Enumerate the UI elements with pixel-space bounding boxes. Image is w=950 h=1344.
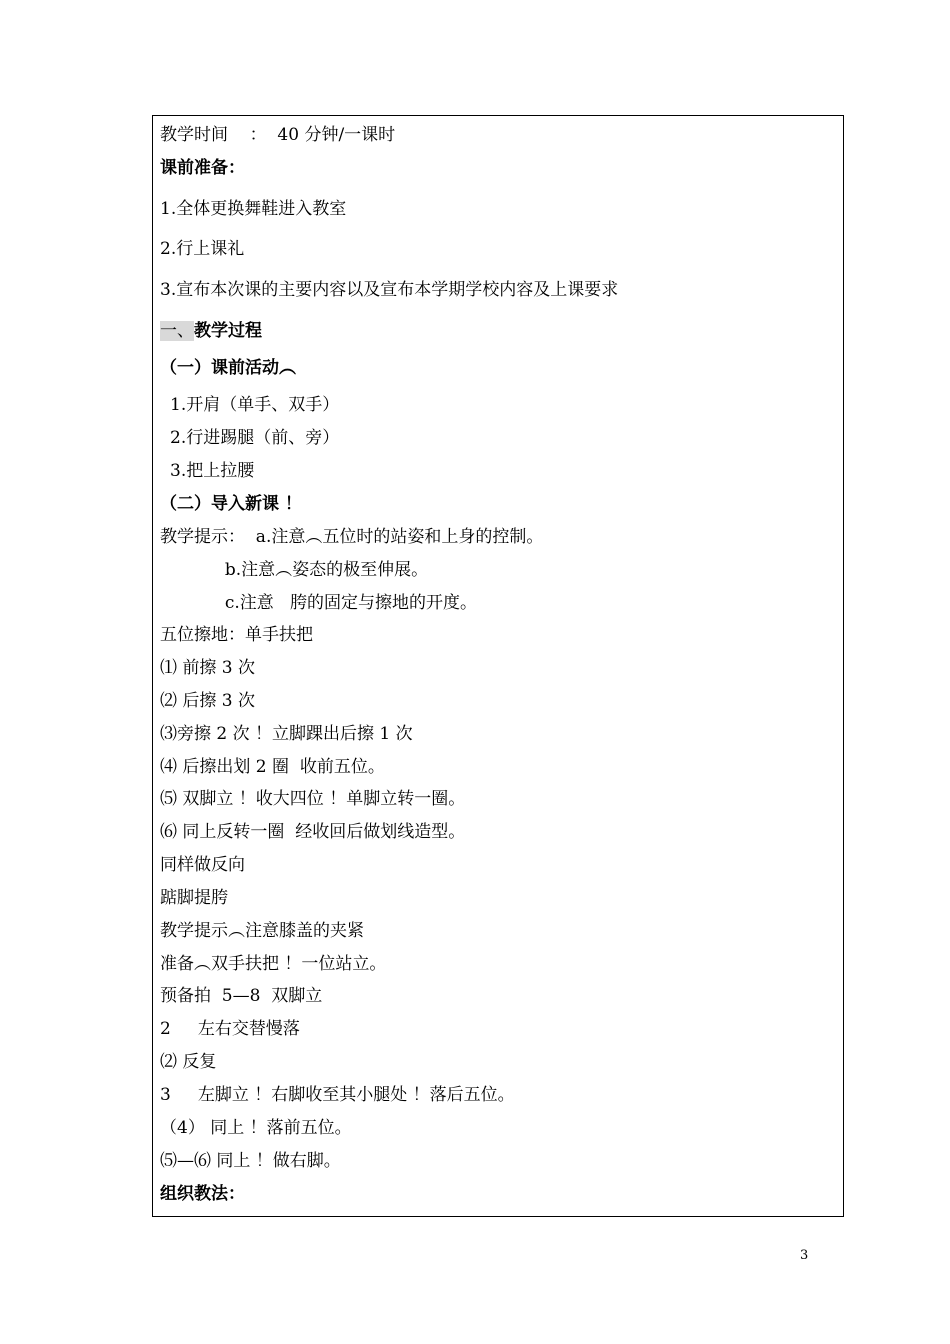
teaching-tip: c.注意 胯的固定与擦地的开度。 [160,593,477,613]
exercise-step: ⑴ 前擦 3 次 [160,658,256,678]
prep-item: 2.行上课礼 [160,239,245,259]
pre-activity-item: 3.把上拉腰 [170,461,255,481]
pre-activity-item: 1.开肩（单手、双手） [170,395,340,415]
exercise-prep: 准备︵双手扶把 ！一位站立。 [160,954,387,974]
method-heading: 组织教法： [160,1184,245,1204]
exercise-step: 预备拍 5—8 双脚立 [160,986,323,1006]
exercise-step: 2 左右交替慢落 [160,1019,300,1039]
pre-activity-item: 2.行进踢腿（前、旁） [170,428,340,448]
exercise-step: （4） 同上 ！落前五位。 [160,1118,352,1138]
exercise-step: ⑸—⑹ 同上 ！做右脚。 [160,1151,341,1171]
prep-heading: 课前准备： [160,158,245,178]
process-heading-prefix: 一、 [160,321,194,341]
exercise-step: ⑵ 反复 [160,1052,217,1072]
page-number: 3 [800,1248,809,1263]
pre-activity-heading: （一）课前活动︵ [160,358,296,378]
exercise-step: 3 左脚立 ！右脚收至其小腿处 ！落后五位。 [160,1085,515,1105]
teaching-tip: b.注意︵姿态的极至伸展。 [160,560,429,580]
process-heading [160,320,262,342]
process-heading-text: 教学过程 [194,321,262,341]
exercise-step: 同样做反向 [160,855,245,875]
exercise-title: 五位擦地：单手扶把 [160,625,313,645]
exercise-step: ⑵ 后擦 3 次 [160,691,256,711]
exercise-tip: 教学提示︵注意膝盖的夹紧 [160,921,364,941]
teaching-time-line: 教学时间 ： 40 分钟/一课时 [160,125,396,145]
exercise-title: 踮脚提胯 [160,888,228,908]
prep-item: 3.宣布本次课的主要内容以及宣布本学期学校内容及上课要求 [160,280,619,300]
exercise-step: ⑶旁擦 2 次 ！立脚踝出后擦 1 次 [160,724,413,744]
exercise-step: ⑷ 后擦出划 2 圈 收前五位。 [160,757,385,777]
exercise-step: ⑸ 双脚立 ！收大四位 ！单脚立转一圈。 [160,789,466,809]
prep-item: 1.全体更换舞鞋进入教室 [160,199,347,219]
exercise-step: ⑹ 同上反转一圈 经收回后做划线造型。 [160,822,466,842]
new-lesson-heading: （二）导入新课 ！ [160,494,302,514]
teaching-tip: 教学提示： a.注意︵五位时的站姿和上身的控制。 [160,527,544,547]
